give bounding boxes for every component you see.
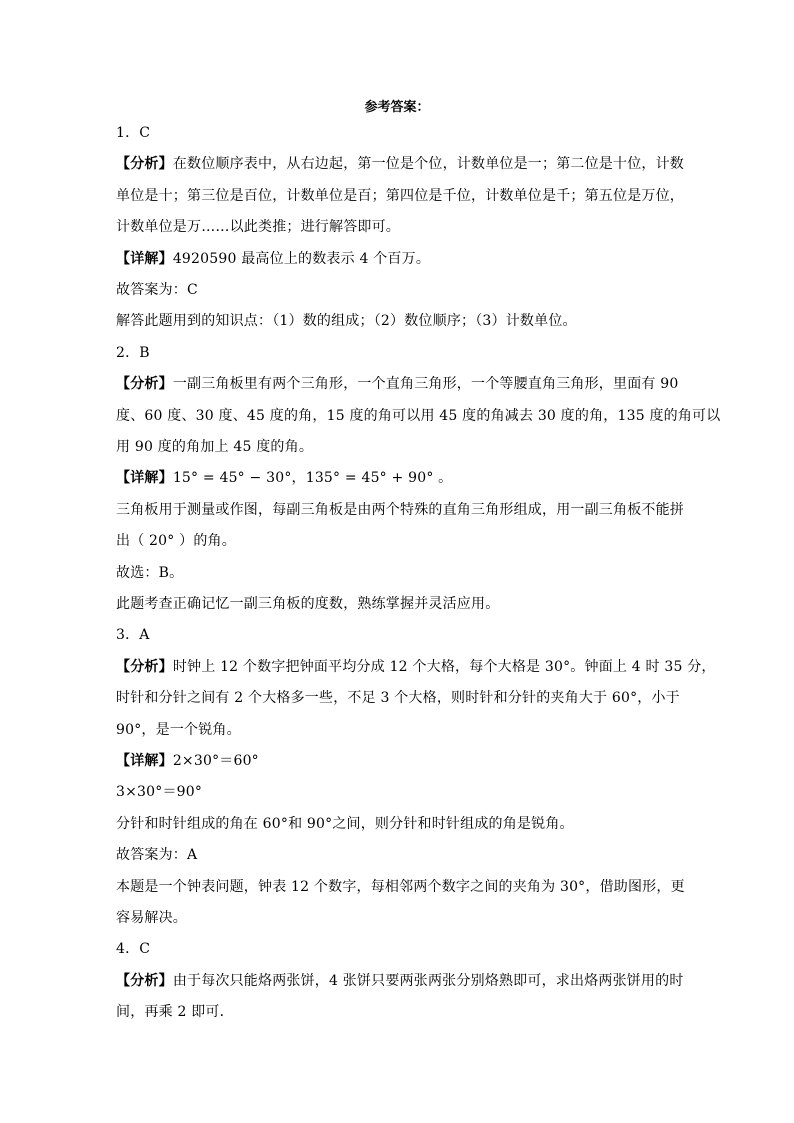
- answer-line: [116, 877, 685, 897]
- answer-line: [116, 845, 197, 865]
- line-text: 时针和分针之间有 2 个大格多一些，不足 3 个大格，则时针和分针的夹角大于 60°，小于: [116, 690, 680, 707]
- answer-line: [116, 814, 574, 834]
- line-text: 一副三角板里有两个三角形，一个直角三角形，一个等腰直角三角形，里面有 90: [172, 376, 679, 393]
- line-text: 4920590 最高位上的数表示 4 个百万。: [172, 250, 431, 267]
- section-tag: 【分析】: [116, 376, 173, 393]
- answer-line: [116, 311, 577, 331]
- answer-line: [116, 437, 313, 457]
- line-text: 计数单位是万……以此类推；进行解答即可。: [116, 219, 400, 236]
- answer-line: [116, 249, 430, 269]
- answer-line: [116, 531, 236, 551]
- answer-line: [116, 971, 684, 991]
- answer-line: [116, 720, 241, 740]
- line-text: 时钟上 12 个数字把钟面平均分成 12 个大格，每个大格是 30°。钟面上 4 时 35 分，: [172, 658, 716, 675]
- section-tag: 【详解】: [116, 470, 173, 487]
- answer-line: [116, 688, 680, 708]
- answer-line: [116, 468, 452, 488]
- answer-line: [116, 782, 202, 802]
- line-text: 三角板用于测量或作图，每副三角板是由两个特殊的直角三角形组成，用一副三角板不能拼: [116, 501, 684, 518]
- answer-line: [116, 1002, 234, 1022]
- answer-line: [116, 217, 400, 237]
- line-text: 在数位顺序表中，从右边起，第一位是个位，计数单位是一；第二位是十位，计数: [172, 156, 685, 173]
- line-text: 分针和时针组成的角在 60°和 90°之间，则分针和时针组成的角是锐角。: [116, 815, 574, 832]
- line-text: 度、60 度、30 度、45 度的角，15 度的角可以用 45 度的角减去 30 度的角，135 度的角可以: [116, 407, 721, 424]
- page-title: 参考答案：: [364, 100, 430, 115]
- answer-line: [116, 625, 150, 645]
- line-text: 解答此题用到的知识点：（1）数的组成；（2）数位顺序；（3）计数单位。: [116, 313, 577, 330]
- section-tag: 【详解】: [116, 753, 173, 769]
- answer-line: [116, 594, 499, 614]
- line-text: 3．A: [116, 627, 150, 644]
- line-text: 2．B: [116, 344, 150, 361]
- answer-line: [116, 563, 183, 583]
- answer-line: [116, 374, 678, 394]
- section-tag: 【分析】: [116, 658, 173, 675]
- answer-line: [116, 657, 716, 677]
- answer-line: [116, 500, 684, 520]
- answer-line: [116, 280, 198, 300]
- line-text: 3×30°＝90°: [116, 784, 203, 801]
- line-text: 90°，是一个锐角。: [116, 721, 241, 738]
- line-text: 出（ 20° ）的角。: [116, 533, 236, 550]
- line-text: 此题考查正确记忆一副三角板的度数，熟练掌握并灵活应用。: [116, 596, 500, 612]
- line-text: 用 90 度的角加上 45 度的角。: [116, 439, 314, 455]
- section-tag: 【分析】: [116, 156, 173, 173]
- answer-line: [116, 751, 259, 771]
- line-text: 间，再乘 2 即可．: [116, 1004, 234, 1021]
- line-text: 2×30°＝60°: [172, 753, 259, 769]
- section-tag: 【详解】: [116, 250, 173, 267]
- answer-line: [116, 154, 684, 174]
- line-text: 单位是十；第三位是百位，计数单位是百；第四位是千位，计数单位是千；第五位是万位，: [116, 187, 684, 204]
- line-text: 故答案为：A: [116, 847, 198, 864]
- line-text: 本题是一个钟表问题，钟表 12 个数字，每相邻两个数字之间的夹角为 30°，借助图形，更: [116, 878, 685, 895]
- line-text: 故答案为：C: [116, 282, 198, 298]
- answer-line: [116, 343, 150, 363]
- line-text: 1．C: [116, 125, 151, 141]
- line-text: 4．C: [116, 941, 151, 958]
- answer-line: [116, 406, 720, 426]
- answer-line: [116, 123, 150, 143]
- line-text: 由于每次只能烙两张饼，4 张饼只要两张两张分别烙熟即可，求出烙两张饼用的时: [172, 972, 684, 989]
- answer-line: [116, 939, 150, 959]
- line-text: 15° = 45° − 30°，135° = 45° + 90° 。: [172, 470, 453, 487]
- answer-line: [116, 908, 187, 928]
- line-text: 容易解决。: [116, 910, 187, 926]
- section-tag: 【分析】: [116, 972, 173, 989]
- answer-line: [116, 186, 684, 206]
- line-text: 故选：B。: [116, 564, 184, 581]
